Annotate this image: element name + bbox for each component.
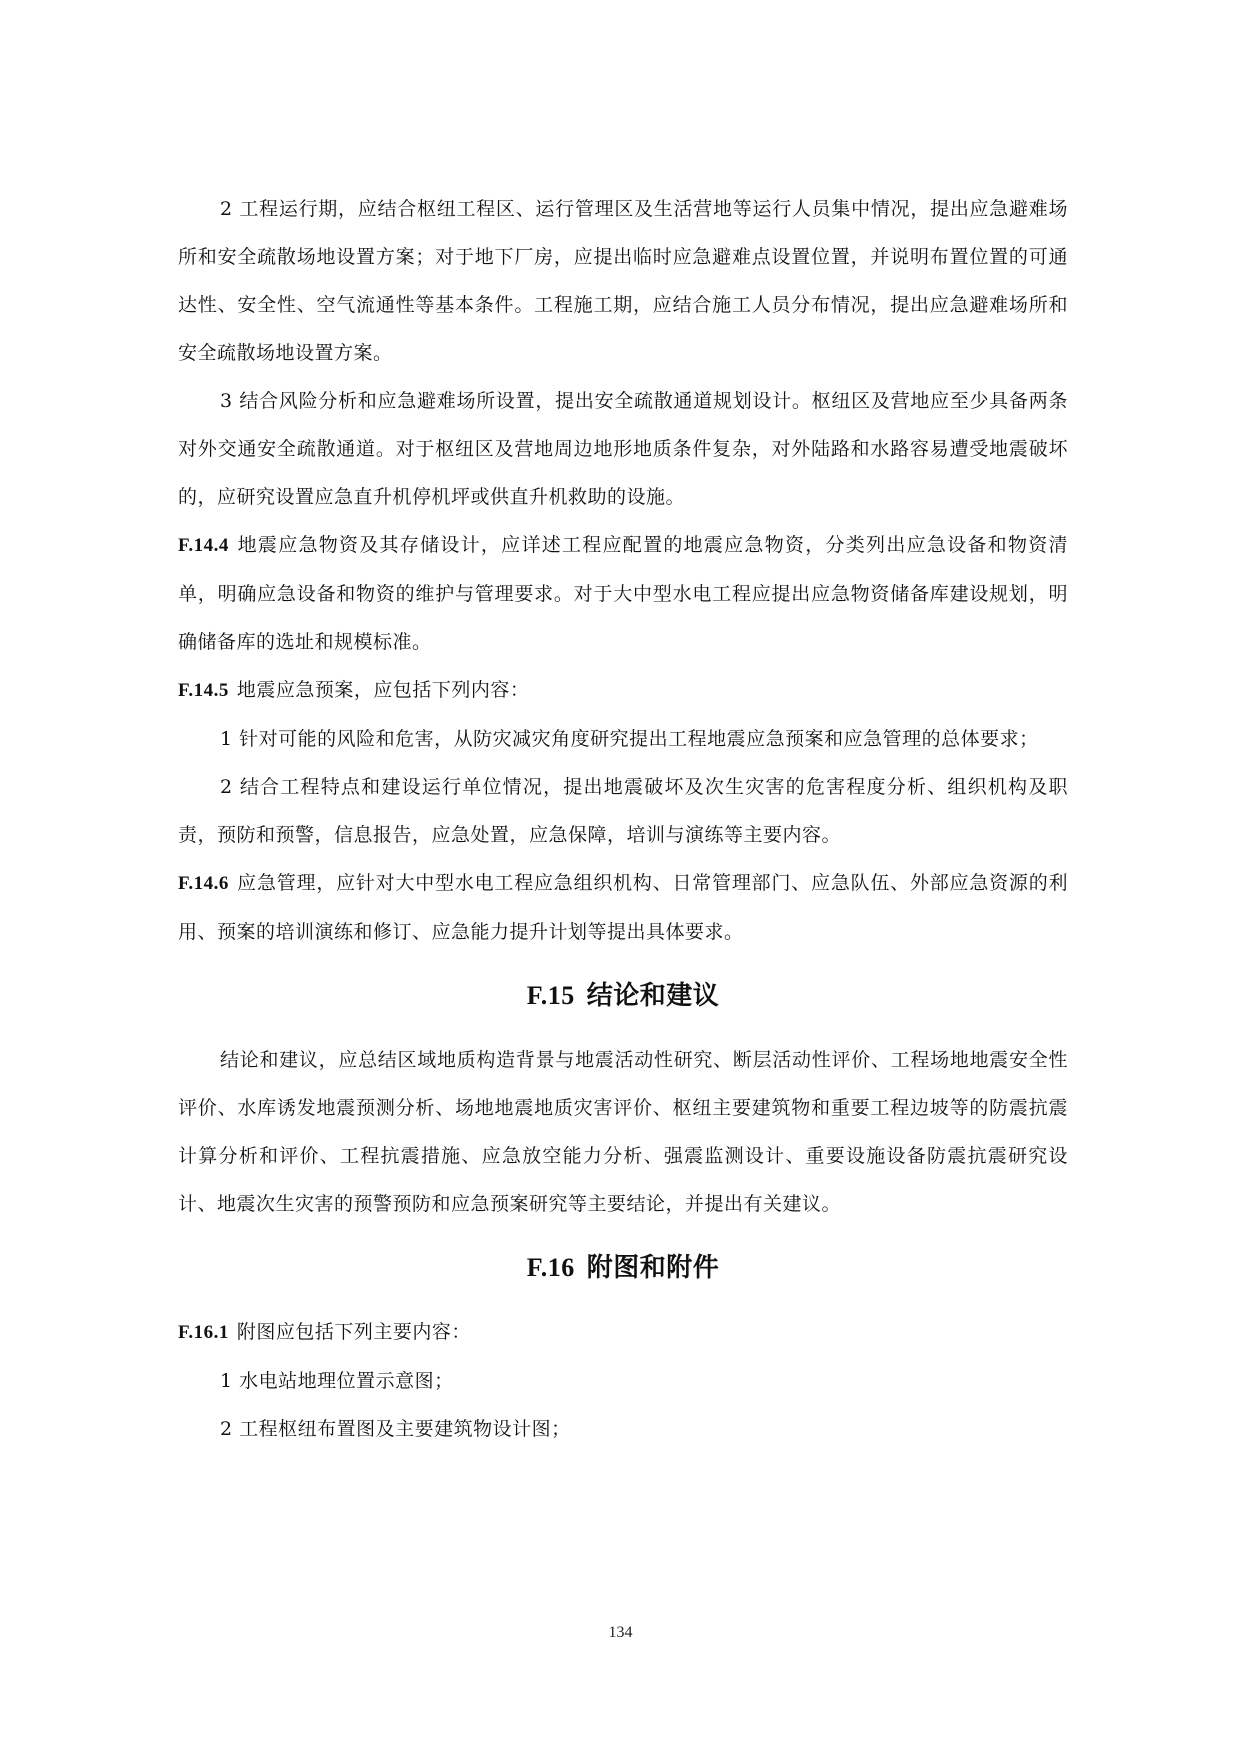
paragraph-item-2-layout-drawings: 2 工程枢纽布置图及主要建筑物设计图；	[220, 1418, 571, 1440]
clause-f-14-4	[178, 521, 1068, 666]
section-number: F.16	[526, 1253, 575, 1282]
section-title: 附图和附件	[586, 1253, 720, 1283]
paragraph-item-3-evacuation: 3 结合风险分析和应急避难场所设置，提出安全疏散通道规划设计。枢纽区及营地应至少具备两条对外交通安全疏散通道。对于枢纽区及营地周边地形地质条件复杂，对外陆路和水路容易遭受地震破坏的，应研究设置应急直升机停机坪或供直升机救助的设施。	[178, 390, 1068, 508]
paragraph-item-1-location-map: 1 水电站地理位置示意图；	[220, 1370, 454, 1392]
clause-id: F.14.4	[178, 535, 229, 556]
clause-text: 应急管理，应针对大中型水电工程应急组织机构、日常管理部门、应急队伍、外部应急资源的利用、预案的培训演练和修订、应急能力提升计划等提出具体要求。	[178, 872, 1068, 943]
clause-id: F.16.1	[178, 1322, 229, 1343]
page-number: 134	[608, 1624, 633, 1641]
clause-f-14-5	[178, 666, 1068, 715]
clause-text: 地震应急预案，应包括下列内容：	[236, 679, 530, 701]
paragraph-conclusions: 结论和建议，应总结区域地质构造背景与地震活动性研究、断层活动性评价、工程场地地震安全性评价、水库诱发地震预测分析、场地地震地质灾害评价、枢纽主要建筑物和重要工程边坡等的防震抗震计算分析和评价、工程抗震措施、应急放空能力分析、强震监测设计、重要设施设备防震抗震研究设计、地震次生灾害的预警预防和应急预案研究等主要结论，并提出有关建议。	[178, 1049, 1068, 1215]
clause-text: 附图应包括下列主要内容：	[236, 1321, 471, 1343]
clause-f-16-1	[178, 1308, 1068, 1357]
section-heading-f-16	[178, 1240, 1068, 1296]
clause-f-14-6	[178, 859, 1068, 956]
paragraph-item-2-contents: 2 结合工程特点和建设运行单位情况，提出地震破坏及次生灾害的危害程度分析、组织机构及职责，预防和预警，信息报告，应急处置，应急保障，培训与演练等主要内容。	[178, 776, 1068, 846]
paragraph-item-1-requirements: 1 针对可能的风险和危害，从防灾减灾角度研究提出工程地震应急预案和应急管理的总体要求；	[220, 728, 1039, 750]
section-number: F.15	[526, 981, 575, 1010]
clause-text: 地震应急物资及其存储设计，应详述工程应配置的地震应急物资，分类列出应急设备和物资清单，明确应急设备和物资的维护与管理要求。对于大中型水电工程应提出应急物资储备库建设规划，明确储备库的选址和规模标准。	[178, 534, 1068, 653]
paragraph-item-2-operation: 2 工程运行期，应结合枢纽工程区、运行管理区及生活营地等运行人员集中情况，提出应急避难场所和安全疏散场地设置方案；对于地下厂房，应提出临时应急避难点设置位置，并说明布置位置的可通达性、安全性、空气流通性等基本条件。工程施工期，应结合施工人员分布情况，提出应急避难场所和安全疏散场地设置方案。	[178, 198, 1068, 364]
section-heading-f-15	[178, 968, 1068, 1024]
clause-id: F.14.5	[178, 680, 229, 701]
clause-id: F.14.6	[178, 873, 229, 894]
document-body	[178, 185, 1068, 1453]
section-title: 结论和建议	[586, 981, 720, 1011]
